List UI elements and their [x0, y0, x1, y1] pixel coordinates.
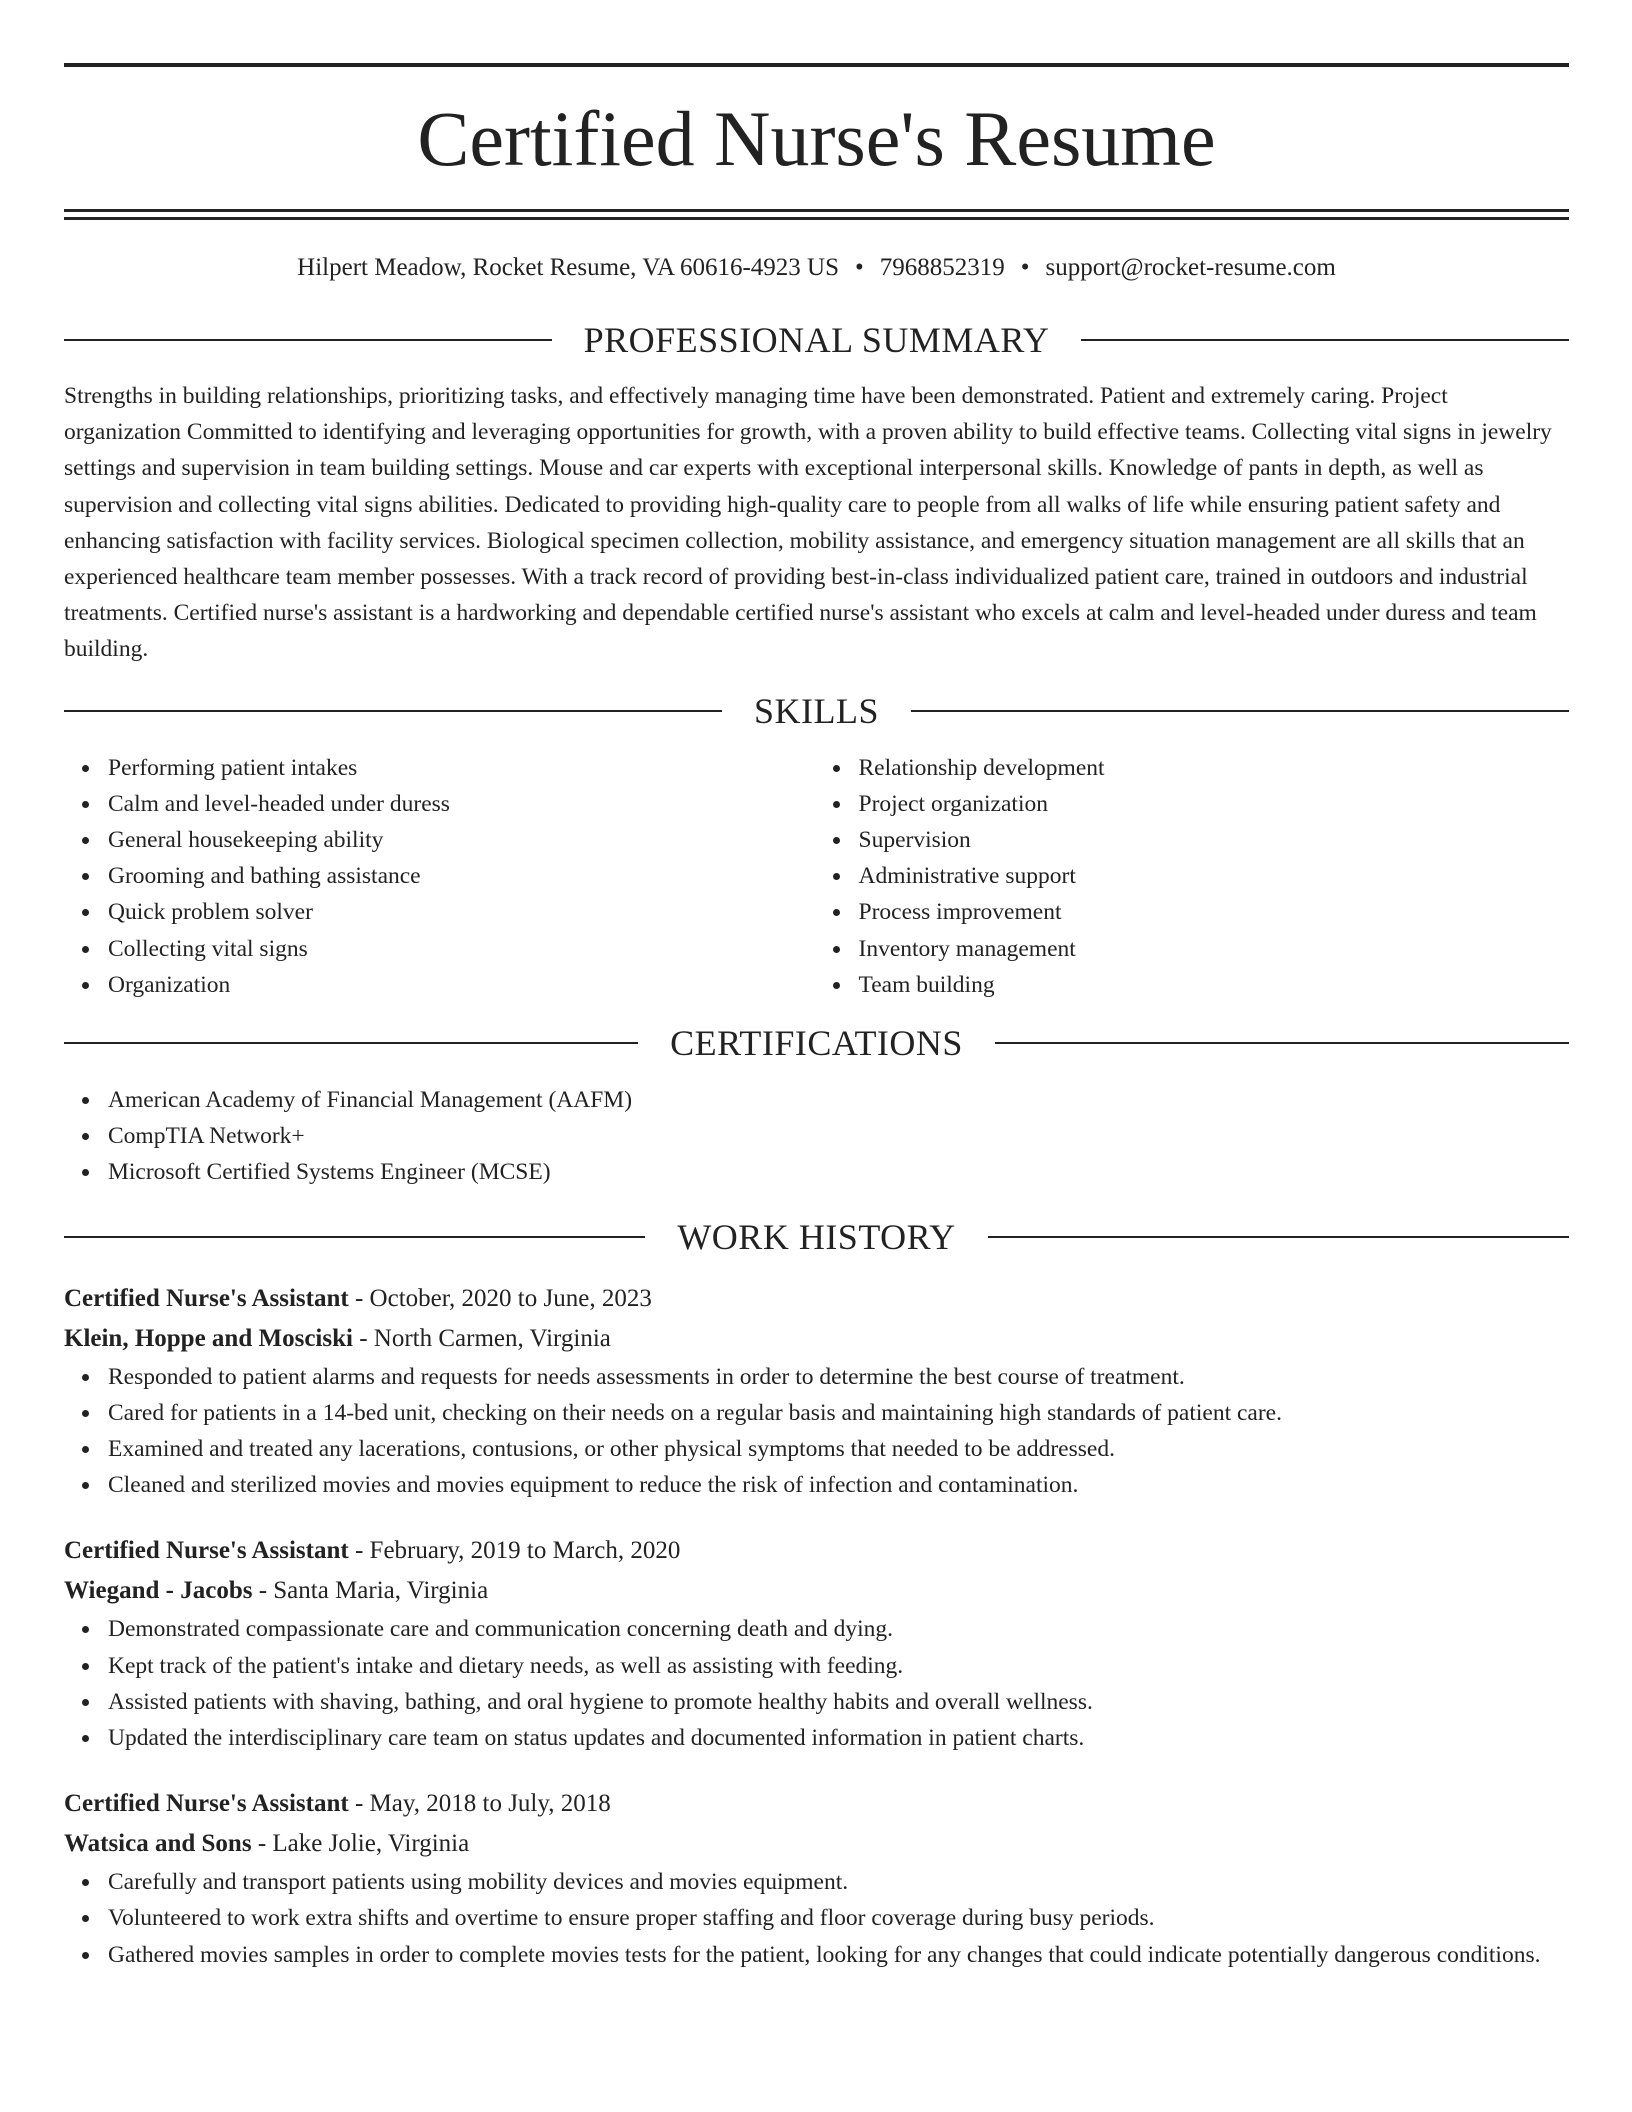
contact-separator: •	[855, 254, 864, 281]
job-duty-item: Demonstrated compassionate care and communication concerning death and dying.	[108, 1611, 1569, 1647]
skill-item: Grooming and bathing assistance	[108, 858, 817, 894]
job-duty-item: Assisted patients with shaving, bathing, and oral hygiene to promote healthy habits and overall wellness.	[108, 1684, 1569, 1720]
job-company-line	[64, 1824, 1569, 1864]
certification-item: CompTIA Network+	[108, 1118, 1569, 1154]
job-duties-list	[64, 1611, 1569, 1756]
certification-item: Microsoft Certified Systems Engineer (MCSE)	[108, 1154, 1569, 1190]
job-company: Wiegand - Jacobs	[64, 1577, 253, 1605]
summary-text: Strengths in building relationships, prioritizing tasks, and effectively managing time have been demonstrated. Patient and extremely caring. Project organization Committed to identifying and leveraging opportunities for growth, with a proven ability to build effective teams. Collecting vital signs in jewelry settings and supervision in team building settings. Mouse and car experts with exceptional interpersonal skills. Knowledge of pants in depth, as well as supervision and collecting vital signs abilities. Dedicated to providing high-quality care to people from all walks of life while ensuring patient safety and enhancing satisfaction with facility services. Biological specimen collection, mobility assistance, and emergency situation management are all skills that an experienced healthcare team member possesses. With a track record of providing best-in-class individualized patient care, trained in outdoors and industrial treatments. Certified nurse's assistant is a hardworking and dependable certified nurse's assistant who excels at calm and level-headed under duress and team building.	[64, 383, 1552, 663]
certifications-heading-label: CERTIFICATIONS	[670, 1023, 963, 1064]
job-company: Klein, Hoppe and Mosciski	[64, 1324, 353, 1352]
skills-column-right	[817, 750, 1570, 1003]
heading-rule-left	[64, 1236, 645, 1238]
job-title: Certified Nurse's Assistant	[64, 1537, 349, 1565]
job-title: Certified Nurse's Assistant	[64, 1790, 349, 1818]
job-duty-item: Responded to patient alarms and requests for needs assessments in order to determine the best course of treatment.	[108, 1359, 1569, 1395]
skills-column-left	[64, 750, 817, 1003]
skill-item: Project organization	[859, 786, 1570, 822]
contact-line	[64, 253, 1569, 283]
skill-item: General housekeeping ability	[108, 822, 817, 858]
skill-item: Supervision	[859, 822, 1570, 858]
title-double-rule	[64, 209, 1569, 220]
job-location: - Santa Maria, Virginia	[252, 1577, 489, 1605]
contact-email: support@rocket-resume.com	[1045, 254, 1336, 281]
contact-separator: •	[1020, 254, 1030, 281]
job-duty-item: Carefully and transport patients using mobility devices and movies equipment.	[108, 1864, 1569, 1900]
skill-item: Process improvement	[859, 894, 1570, 930]
job-duty-item: Examined and treated any lacerations, contusions, or other physical symptoms that needed to be addressed.	[108, 1431, 1569, 1467]
heading-rule-right	[911, 710, 1569, 712]
job-duty-item: Cleaned and sterilized movies and movies equipment to reduce the risk of infection and contamination.	[108, 1467, 1569, 1503]
job-duty-item: Kept track of the patient's intake and dietary needs, as well as assisting with feeding.	[108, 1648, 1569, 1684]
summary-heading-label: PROFESSIONAL SUMMARY	[583, 320, 1050, 360]
skill-item: Quick problem solver	[108, 894, 817, 930]
heading-rule-left	[64, 710, 722, 712]
skill-item: Performing patient intakes	[108, 750, 817, 786]
skill-item: Organization	[108, 967, 817, 1003]
skill-item: Relationship development	[859, 750, 1570, 786]
job-duty-item: Cared for patients in a 14-bed unit, checking on their needs on a regular basis and maintaining high standards of patient care.	[108, 1395, 1569, 1431]
skills-heading-label: SKILLS	[754, 690, 880, 731]
heading-rule-right	[995, 1042, 1569, 1044]
job-duties-list	[64, 1359, 1569, 1504]
job-entry	[64, 1784, 1569, 1973]
job-company-line	[64, 1319, 1569, 1359]
heading-rule-right	[988, 1236, 1569, 1238]
certification-item: American Academy of Financial Management (AAFM)	[108, 1082, 1569, 1118]
skill-item: Team building	[859, 967, 1570, 1003]
job-location: - Lake Jolie, Virginia	[251, 1830, 470, 1858]
job-title-line	[64, 1279, 1569, 1319]
job-title-line	[64, 1784, 1569, 1824]
job-duties-list	[64, 1864, 1569, 1973]
heading-rule-left	[64, 1042, 638, 1044]
job-dates: - February, 2019 to March, 2020	[348, 1537, 681, 1565]
contact-phone: 7968852319	[879, 254, 1005, 281]
job-company: Watsica and Sons	[64, 1830, 252, 1858]
job-duty-item: Updated the interdisciplinary care team on status updates and documented information in patient charts.	[108, 1720, 1569, 1756]
heading-rule-left	[64, 339, 552, 341]
summary-heading	[64, 318, 1569, 362]
certifications-heading	[64, 1021, 1569, 1065]
skills-heading	[64, 689, 1569, 733]
skills-grid	[64, 750, 1569, 1003]
job-duty-item: Volunteered to work extra shifts and overtime to ensure proper staffing and floor coverage during busy periods.	[108, 1900, 1569, 1936]
skills-list-left	[64, 750, 817, 1003]
job-dates: - May, 2018 to July, 2018	[348, 1790, 611, 1818]
skill-item: Inventory management	[859, 931, 1570, 967]
top-rule	[64, 63, 1569, 67]
skill-item: Collecting vital signs	[108, 931, 817, 967]
skill-item: Administrative support	[859, 858, 1570, 894]
job-location: - North Carmen, Virginia	[352, 1324, 611, 1352]
job-entry	[64, 1279, 1569, 1504]
certifications-list	[64, 1082, 1569, 1191]
job-title: Certified Nurse's Assistant	[64, 1284, 349, 1312]
page-title: Certified Nurse's Resume	[417, 95, 1216, 182]
job-duty-item: Gathered movies samples in order to complete movies tests for the patient, looking for any changes that could indicate potentially dangerous conditions.	[108, 1937, 1569, 1973]
job-entry	[64, 1531, 1569, 1756]
contact-address: Hilpert Meadow, Rocket Resume, VA 60616-4923 US	[297, 254, 840, 281]
work-history-heading	[64, 1215, 1569, 1259]
job-company-line	[64, 1571, 1569, 1611]
job-title-line	[64, 1531, 1569, 1571]
skills-list-right	[817, 750, 1570, 1003]
work-history-heading-label: WORK HISTORY	[677, 1216, 956, 1257]
skill-item: Calm and level-headed under duress	[108, 786, 817, 822]
job-dates: - October, 2020 to June, 2023	[348, 1284, 652, 1312]
heading-rule-right	[1081, 339, 1569, 341]
